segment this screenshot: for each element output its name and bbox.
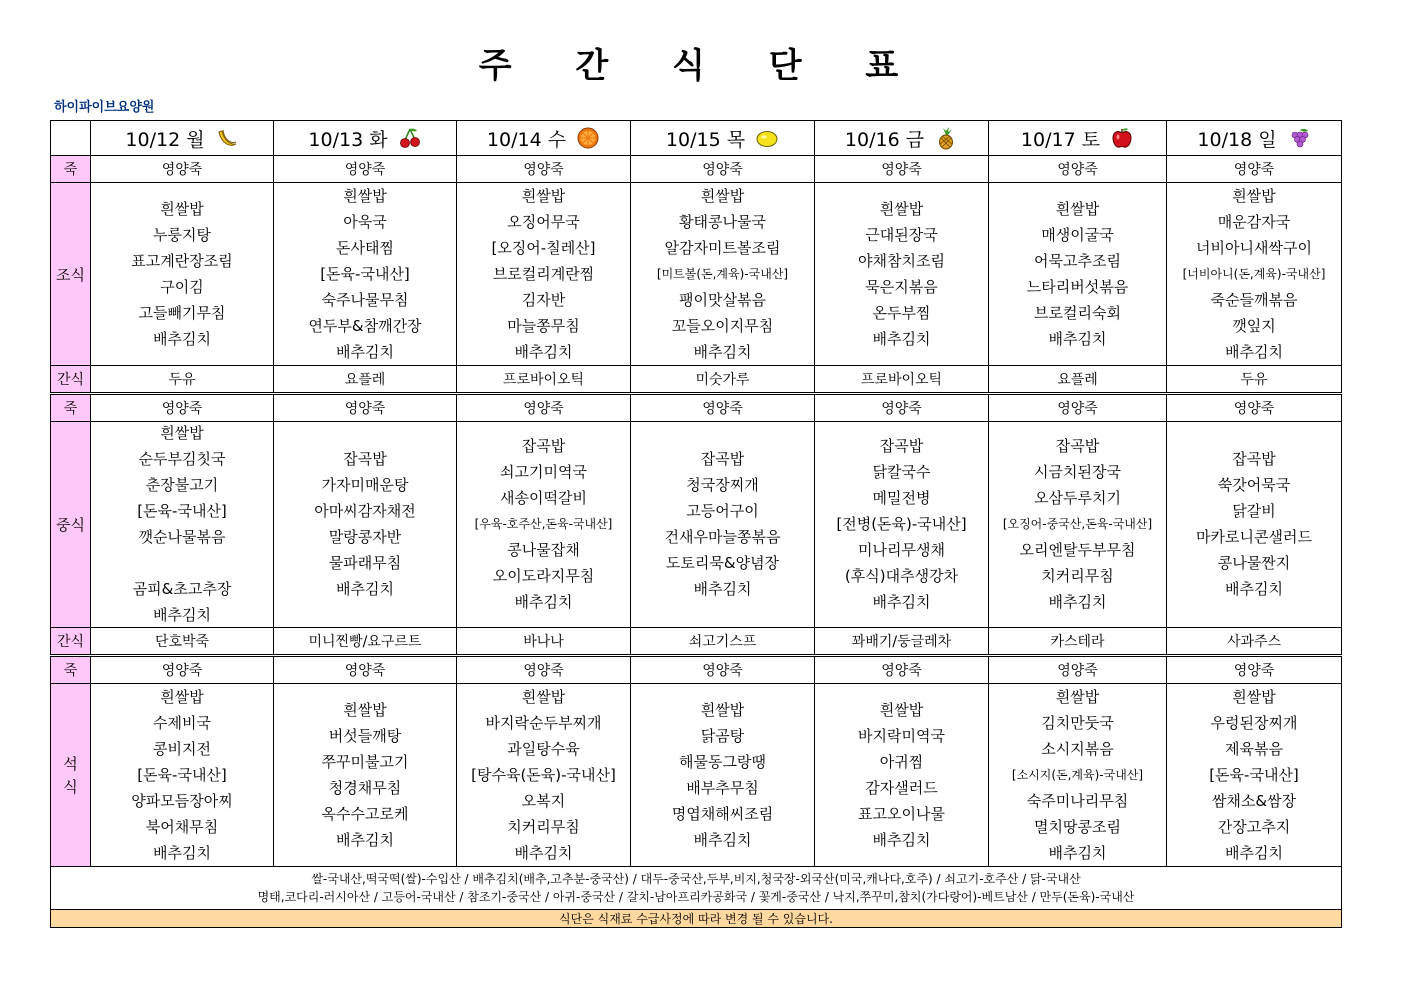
dish-item: 매생이굴국	[1041, 225, 1114, 244]
dish-item: [오징어-중국산,돈육-국내산]	[1002, 517, 1153, 531]
afternoon-snack-row	[51, 628, 1342, 656]
dish-item: [우육-호주산,돈육-국내산]	[474, 517, 613, 531]
menu-item: 영양죽	[344, 663, 386, 679]
breakfast-porridge-row	[51, 156, 1342, 183]
menu-cell	[815, 628, 989, 656]
dish-item: 배추김치	[514, 593, 573, 611]
dish-item: 오리엔탈두부무침	[1019, 541, 1136, 559]
dish-item: 흰쌀밥	[1055, 199, 1100, 218]
menu-cell	[815, 394, 989, 422]
menu-cell	[631, 183, 815, 366]
orange-icon	[576, 126, 600, 150]
dish-item: 흰쌀밥	[521, 687, 566, 706]
origin-line: 명태,코다리-러시아산 / 고등어-국내산 / 참조기-중국산 / 아귀-중국산 / 갈치-남아프리카공화국 / 꽃게-중국산 / 낙지,쭈꾸미,참치(가다랑어)-베트남산 / 만두(돈육)-국내산	[257, 890, 1135, 904]
dish-item: 배추김치	[514, 342, 573, 361]
morning-snack-row-label	[51, 366, 91, 394]
menu-cell	[631, 422, 815, 628]
menu-cell	[91, 684, 274, 867]
dish-item: 흰쌀밥	[160, 687, 204, 706]
menu-cell	[989, 366, 1167, 394]
dish-item: 배추김치	[1225, 580, 1283, 598]
origin-row	[51, 867, 1342, 910]
origin-line: 쌀-국내산,떡국떡(쌀)-수입산 / 배추김치(배추,고추분-중국산) / 대두-중국산,두부,비지,청국장-외국산(미국,캐나다,호주) / 쇠고기-호주산 / 닭-국내산	[311, 872, 1081, 886]
dish-item: 아마씨감자채전	[314, 502, 416, 520]
dish-item: 멸치땅콩조림	[1034, 817, 1121, 836]
menu-cell	[631, 394, 815, 422]
dish-item: 흰쌀밥	[343, 700, 387, 719]
dish-item: 닭갈비	[1232, 502, 1276, 520]
menu-cell	[989, 628, 1167, 656]
dish-item: 닭곰탕	[700, 726, 745, 745]
menu-item: 두유	[168, 372, 196, 388]
dish-item: 과일탕수육	[507, 739, 580, 758]
menu-cell	[989, 183, 1167, 366]
menu-cell	[457, 656, 631, 684]
dish-item: 치커리무침	[507, 817, 580, 836]
row-label: 죽	[63, 401, 78, 417]
menu-item: 미숫가루	[695, 372, 750, 388]
grape-icon	[1287, 126, 1311, 150]
dish-item: 바지락순두부찌개	[485, 713, 602, 732]
menu-item: 영양죽	[881, 162, 922, 178]
dish-item: 흰쌀밥	[160, 199, 204, 218]
dish-item: 소시지볶음	[1041, 739, 1114, 758]
menu-cell	[631, 684, 815, 867]
dish-item: [돈육-국내산]	[320, 264, 410, 283]
row-label: 중식	[56, 516, 85, 534]
dish-item: 잡곡밥	[1055, 437, 1100, 455]
dinner-porridge-row	[51, 656, 1342, 684]
apple-icon	[1110, 126, 1134, 150]
dish-item: 해물동그랑땡	[679, 752, 766, 771]
afternoon-snack-row-label	[51, 628, 91, 656]
lunch-row	[51, 422, 1342, 628]
menu-cell	[457, 422, 631, 628]
dish-item: 건새우마늘쫑볶음	[664, 528, 781, 546]
dish-item: 쑥갓어묵국	[1217, 476, 1291, 494]
dish-item: 배추김치	[693, 342, 752, 361]
cherry-icon	[398, 126, 422, 150]
dish-item: [탕수육(돈육)-국내산]	[471, 765, 616, 784]
banana-icon	[215, 126, 239, 150]
dish-item: 배추김치	[336, 830, 394, 849]
dish-item: 아귀찜	[879, 752, 924, 771]
dish-item: 배추김치	[1048, 593, 1107, 611]
dish-item: 브로컬리숙회	[1034, 303, 1121, 322]
menu-item: 영양죽	[523, 162, 564, 178]
dish-item: [오징어-칠레산]	[491, 238, 596, 257]
menu-cell	[457, 366, 631, 394]
menu-cell	[91, 366, 274, 394]
row-label: 간식	[56, 634, 85, 650]
menu-cell	[1167, 394, 1342, 422]
row-label: 조식	[56, 265, 85, 284]
menu-cell	[815, 156, 989, 183]
dish-item: 잡곡밥	[521, 437, 566, 455]
dish-item: 묵은지볶음	[865, 277, 938, 296]
dish-item: 구이김	[160, 277, 204, 296]
dish-item: 흰쌀밥	[1232, 687, 1276, 706]
menu-item: 영양죽	[1057, 162, 1098, 178]
menu-item: 영양죽	[702, 162, 743, 178]
dish-item: [돈육-국내산]	[137, 765, 227, 784]
dish-item: 우렁된장찌개	[1210, 713, 1298, 732]
menu-item: 영양죽	[702, 663, 743, 679]
dish-item: 치커리무침	[1041, 567, 1114, 585]
dish-item: 잡곡밥	[1232, 450, 1276, 468]
change-notice: 식단은 식재료 수급사정에 따라 변경 될 수 있습니다.	[51, 910, 1342, 928]
menu-cell	[274, 684, 457, 867]
menu-item: 요플레	[344, 372, 386, 388]
menu-cell	[274, 366, 457, 394]
menu-cell	[631, 628, 815, 656]
dish-item: 배추김치	[693, 830, 752, 849]
menu-item: 카스테라	[1050, 634, 1105, 650]
dish-item: 죽순들깨볶음	[1210, 290, 1298, 309]
menu-cell	[815, 366, 989, 394]
dish-item: 콩나물짠지	[1217, 554, 1291, 572]
dish-item: 오삼두루치기	[1034, 489, 1121, 507]
menu-item: 영양죽	[344, 162, 386, 178]
menu-cell	[1167, 656, 1342, 684]
menu-cell	[1167, 684, 1342, 867]
menu-cell	[1167, 628, 1342, 656]
menu-item: 단호박죽	[154, 634, 210, 650]
dish-item: 누룽지탕	[153, 225, 211, 244]
dinner-porridge-row-label	[51, 656, 91, 684]
dish-item: 흰쌀밥	[1232, 186, 1276, 205]
menu-cell	[1167, 366, 1342, 394]
dish-item: 마늘쫑무침	[507, 316, 580, 335]
dish-item: 콩나물잡채	[507, 541, 580, 559]
day-label: 10/16 금	[844, 128, 925, 151]
menu-cell	[815, 183, 989, 366]
dish-item: 김자반	[521, 290, 566, 309]
dish-item: 꼬들오이지무침	[671, 316, 774, 335]
dish-item: 물파래무침	[328, 554, 402, 572]
menu-item: 영양죽	[1057, 663, 1098, 679]
menu-item: 요플레	[1057, 372, 1098, 388]
dinner-row-label	[51, 684, 91, 867]
dish-item: 마카로니콘샐러드	[1196, 528, 1312, 546]
dish-item: 새송이떡갈비	[500, 489, 587, 507]
dish-item: 흰쌀밥	[700, 700, 745, 719]
corner-cell	[51, 121, 91, 156]
dish-item: 제육볶음	[1225, 739, 1283, 758]
menu-item: 영양죽	[523, 663, 564, 679]
dish-item: 흰쌀밥	[1055, 687, 1100, 706]
menu-cell	[274, 394, 457, 422]
day-header-4	[815, 121, 989, 156]
dish-item: 표고계란장조림	[131, 251, 233, 270]
dish-item	[91, 553, 273, 574]
dish-item: [너비아니(돈,계육)-국내산]	[1182, 266, 1326, 281]
dish-item: [전병(돈육)-국내산]	[836, 515, 967, 533]
dish-item: 잡곡밥	[343, 450, 387, 468]
dish-item: 연두부&참깨간장	[308, 316, 422, 335]
menu-item: 영양죽	[702, 401, 743, 417]
day-label: 10/17 토	[1020, 128, 1101, 151]
origin-info	[51, 867, 1342, 910]
menu-item: 사과주스	[1226, 634, 1282, 650]
menu-cell	[91, 422, 274, 628]
day-header-1	[274, 121, 457, 156]
dish-item: 배추김치	[693, 580, 752, 598]
dish-item: 흰쌀밥	[879, 199, 924, 218]
dish-item: 배추김치	[514, 843, 573, 862]
menu-item: 영양죽	[881, 401, 922, 417]
row-label: 죽	[63, 663, 78, 679]
dish-item: 고들빼기무침	[138, 303, 226, 322]
menu-cell	[631, 656, 815, 684]
day-label: 10/13 화	[308, 128, 388, 151]
menu-cell	[457, 394, 631, 422]
dish-item: 어묵고추조림	[1034, 251, 1121, 270]
dish-item: 배추김치	[153, 843, 211, 862]
dish-item: 깻순나물볶음	[138, 528, 226, 546]
dish-item: 순두부김칫국	[138, 450, 226, 468]
dish-item: 팽이맛살볶음	[679, 290, 766, 309]
dish-item: 옥수수고로케	[321, 804, 409, 823]
dish-item: 잡곡밥	[700, 450, 745, 468]
menu-item: 미니찐빵/요구르트	[308, 634, 422, 650]
dish-item: 알감자미트볼조림	[664, 238, 781, 257]
breakfast-row-label	[51, 183, 91, 366]
day-header-2	[457, 121, 631, 156]
menu-cell	[815, 656, 989, 684]
menu-cell	[815, 422, 989, 628]
dish-item: 콩비지전	[153, 739, 211, 758]
dish-item: 감자샐러드	[865, 778, 938, 797]
dish-item: [미트볼(돈,계육)-국내산]	[656, 266, 789, 281]
menu-item: 영양죽	[1057, 401, 1098, 417]
dish-item: 배추김치	[1048, 329, 1107, 348]
dish-item: 브로컬리계란찜	[492, 264, 595, 283]
lunch-porridge-row-label	[51, 394, 91, 422]
lunch-porridge-row	[51, 394, 1342, 422]
dish-item: 야채참치조림	[858, 251, 945, 270]
dish-item: 고등어구이	[686, 502, 759, 520]
note-row	[51, 910, 1342, 928]
menu-item: 꽈배기/둥글레차	[851, 634, 952, 650]
page-title: 주 간 식 단 표	[478, 46, 925, 86]
pineapple-icon	[934, 126, 958, 150]
menu-item: 영양죽	[161, 401, 203, 417]
dish-item: 미나리무생채	[858, 541, 945, 559]
menu-cell	[989, 394, 1167, 422]
dish-item: 돈사태찜	[336, 238, 394, 257]
dish-item: 배추김치	[336, 580, 394, 598]
menu-cell	[815, 684, 989, 867]
dish-item: 청경채무침	[328, 778, 402, 797]
dish-item: [돈육-국내산]	[137, 502, 227, 520]
dish-item: 버섯들깨탕	[328, 726, 402, 745]
menu-cell	[91, 183, 274, 366]
dish-item: 수제비국	[153, 713, 211, 732]
dish-item: 명엽채해씨조림	[671, 804, 774, 823]
menu-item: 바나나	[523, 634, 564, 650]
dish-item: 흰쌀밥	[160, 424, 204, 442]
menu-cell	[457, 183, 631, 366]
dish-item: 아욱국	[343, 212, 387, 231]
menu-cell	[91, 656, 274, 684]
menu-cell	[274, 156, 457, 183]
day-header-6	[1167, 121, 1342, 156]
dish-item: 가자미매운탕	[321, 476, 409, 494]
dish-item: 쌈채소&쌈장	[1211, 791, 1297, 810]
dish-item: 메밀전병	[872, 489, 931, 507]
dish-item: [돈육-국내산]	[1209, 765, 1299, 784]
row-label: 식	[63, 778, 78, 796]
menu-cell	[989, 656, 1167, 684]
dish-item: 근대된장국	[865, 225, 938, 244]
dish-item: 배추김치	[872, 830, 931, 849]
menu-item: 프로바이오틱	[860, 372, 943, 388]
day-label: 10/14 수	[486, 128, 567, 151]
dish-item: 닭칼국수	[872, 463, 931, 481]
dish-item: 배추김치	[1048, 843, 1107, 862]
dish-item: 배추김치	[1225, 342, 1283, 361]
dish-item: 배추김치	[1225, 843, 1283, 862]
dish-item: 황태콩나물국	[679, 212, 766, 231]
menu-item: 영양죽	[1233, 401, 1275, 417]
menu-cell	[91, 156, 274, 183]
breakfast-porridge-row-label	[51, 156, 91, 183]
dish-item: [소시지(돈,계육)-국내산]	[1011, 767, 1144, 782]
menu-item: 영양죽	[161, 663, 203, 679]
dish-item: 북어채무침	[145, 817, 219, 836]
menu-item: 쇠고기스프	[688, 634, 757, 650]
dish-item: 바지락미역국	[858, 726, 945, 745]
menu-item: 영양죽	[1233, 663, 1275, 679]
dish-item: (후식)대추생강차	[844, 567, 959, 585]
dish-item: 양파모듬장아찌	[131, 791, 233, 810]
dinner-row	[51, 684, 1342, 867]
dish-item: 쭈꾸미불고기	[321, 752, 409, 771]
dish-item: 김치만둣국	[1041, 713, 1114, 732]
morning-snack-row	[51, 366, 1342, 394]
dish-item: 시금치된장국	[1034, 463, 1121, 481]
dish-item: 오징어무국	[507, 212, 580, 231]
menu-cell	[989, 156, 1167, 183]
menu-cell	[274, 183, 457, 366]
dish-item: 잡곡밥	[879, 437, 924, 455]
menu-cell	[1167, 183, 1342, 366]
menu-cell	[457, 156, 631, 183]
dish-item: 곰피&초고추장	[132, 580, 232, 598]
dish-item: 흰쌀밥	[879, 700, 924, 719]
menu-cell	[274, 628, 457, 656]
dish-item: 배추김치	[153, 606, 211, 624]
menu-item: 프로바이오틱	[502, 372, 585, 388]
menu-cell	[274, 422, 457, 628]
dish-item: 쇠고기미역국	[500, 463, 587, 481]
day-header-5	[989, 121, 1167, 156]
menu-cell	[457, 684, 631, 867]
menu-cell	[1167, 156, 1342, 183]
row-label: 간식	[56, 372, 85, 388]
dish-item: 오이도라지무침	[492, 567, 595, 585]
dish-item: 배추김치	[872, 593, 931, 611]
weekly-menu-table	[50, 120, 1342, 928]
dish-item: 느타리버섯볶음	[1026, 277, 1129, 296]
dish-item: 깻잎지	[1232, 316, 1276, 335]
day-header-row	[51, 121, 1342, 156]
day-label: 10/12 월	[125, 128, 205, 151]
row-label: 석	[63, 755, 78, 773]
menu-item: 두유	[1240, 372, 1268, 388]
menu-cell	[989, 684, 1167, 867]
dish-item: 숙주미나리무침	[1026, 791, 1129, 810]
dish-item: 숙주나물무침	[321, 290, 409, 309]
dish-item: 간장고추지	[1217, 817, 1291, 836]
dish-item: 배추김치	[872, 329, 931, 348]
day-label: 10/18 일	[1197, 128, 1277, 151]
dish-item: 매운감자국	[1217, 212, 1291, 231]
menu-item: 영양죽	[344, 401, 386, 417]
dish-item: 오복지	[521, 791, 566, 810]
dish-item: 도토리묵&양념장	[665, 554, 780, 572]
row-label: 죽	[63, 162, 78, 178]
menu-cell	[457, 628, 631, 656]
day-label: 10/15 목	[665, 128, 746, 151]
dish-item: 춘장불고기	[145, 476, 219, 494]
menu-item: 영양죽	[881, 663, 922, 679]
lemon-icon	[755, 126, 779, 150]
menu-cell	[274, 656, 457, 684]
menu-item: 영양죽	[523, 401, 564, 417]
lunch-row-label	[51, 422, 91, 628]
dish-item: 온두부찜	[872, 303, 931, 322]
menu-cell	[91, 394, 274, 422]
dish-item: 배부추무침	[686, 778, 759, 797]
dish-item: 표고오이나물	[858, 804, 945, 823]
dish-item: 배추김치	[153, 329, 211, 348]
menu-cell	[91, 628, 274, 656]
dish-item: 배추김치	[336, 342, 394, 361]
menu-cell	[1167, 422, 1342, 628]
dish-item: 흰쌀밥	[343, 186, 387, 205]
organization-name: 하이파이브요양원	[54, 100, 155, 115]
dish-item: 청국장찌개	[686, 476, 759, 494]
breakfast-row	[51, 183, 1342, 366]
menu-item: 영양죽	[161, 162, 203, 178]
menu-cell	[631, 156, 815, 183]
day-header-3	[631, 121, 815, 156]
menu-cell	[989, 422, 1167, 628]
dish-item: 말랑콩자반	[328, 528, 402, 546]
menu-item: 영양죽	[1233, 162, 1275, 178]
menu-cell	[631, 366, 815, 394]
day-header-0	[91, 121, 274, 156]
dish-item: 흰쌀밥	[521, 186, 566, 205]
dish-item: 너비아니새싹구이	[1196, 238, 1312, 257]
dish-item: 흰쌀밥	[700, 186, 745, 205]
